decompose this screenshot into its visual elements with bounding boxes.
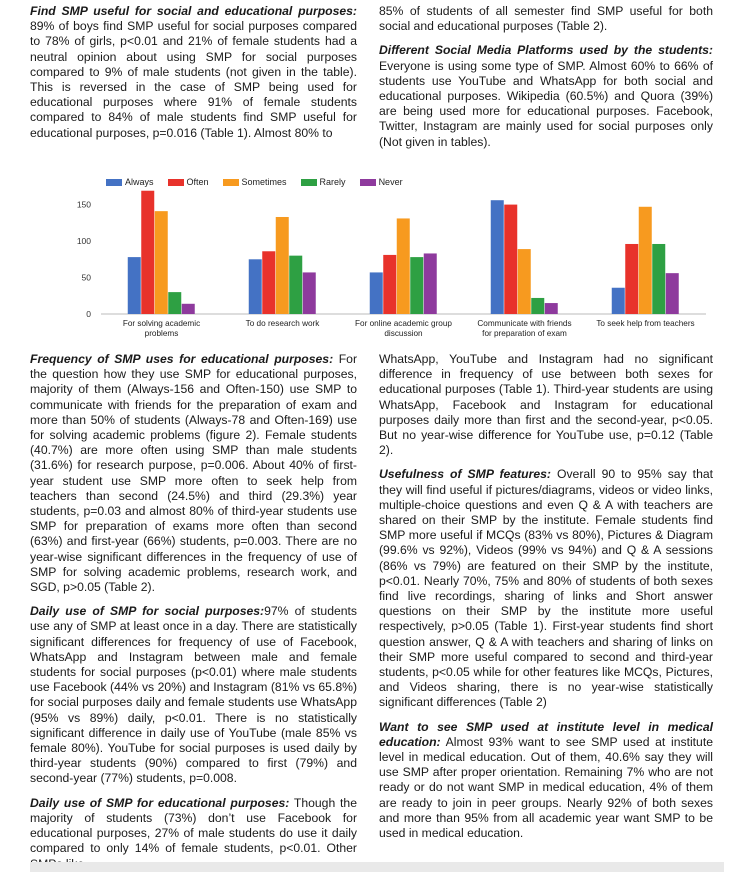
paragraph-text: 89% of boys find SMP useful for social purposes compared to 78% of girls, p<0.01 and 21% of female students had a neutral opinion about using SMP for social purposes compared to 9% of male students (not given in the table). This is reversed in the case of SMP being used for educational purposes where 91% of female students compared to 84% of male students find SMP useful for educational purposes, p=0.016 (Table 1). Almost 80% to	[30, 19, 357, 140]
bar-never	[303, 272, 316, 314]
y-tick-label: 100	[76, 236, 91, 247]
legend-label: Often	[186, 177, 209, 187]
bar-sometimes	[155, 211, 168, 314]
paragraph-text: Overall 90 to 95% say that they will find useful if pictures/diagrams, videos or video links, multiple-choice questions and even Q & A with teachers are shared on their SMP by the institute. Female students find SMP more useful if MCQs (83% vs 80%), Pictures & Diagram (99.6% vs 92%), Videos (99% vs 94%) and Q & A sessions (86% vs 79%) are featured on their SMP by the institute, p<0.01. Nearly 70%, 75% and 80% of students of both sexes find live recordings, sharing of links and Short answer questions on their SMP by the institute more useful respectively, p>0.05 (Table 1). First-year students find short question answer, Q & A with teachers and sharing of links on their SMP more useful compared to second and third-year students, p<0.05 while for other features like MCQs, Pictures, and Videos sharing, there is no year-wise statistically significant differences (Table 2)	[379, 467, 714, 710]
x-tick-label: for preparation of exam	[482, 329, 567, 338]
bar-always	[612, 288, 625, 314]
x-tick-label: For online academic group	[355, 319, 452, 328]
section-heading: Daily use of SMP for educational purposes:	[30, 795, 290, 810]
section-heading: Frequency of SMP uses for educational purposes:	[30, 352, 334, 366]
bar-always	[128, 257, 141, 314]
bar-sometimes	[518, 249, 531, 314]
bar-often	[504, 205, 517, 314]
bar-never	[545, 303, 558, 314]
legend-label: Always	[125, 177, 154, 187]
page-footer-bar	[30, 862, 724, 872]
x-tick-label: discussion	[384, 329, 423, 338]
legend-label: Sometimes	[241, 177, 287, 187]
bar-sometimes	[276, 217, 289, 314]
right-column-bottom	[379, 352, 713, 850]
paragraph-continuation: 85% of students of all semester find SMP useful for both social and educational purposes (Table 2).	[379, 4, 713, 34]
paragraph-platforms	[379, 43, 713, 149]
legend-label: Rarely	[319, 177, 346, 187]
bar-sometimes	[639, 207, 652, 314]
right-column-top	[379, 4, 713, 159]
bar-never	[424, 253, 437, 314]
bar-always	[370, 272, 383, 314]
y-tick-label: 150	[76, 199, 91, 210]
bar-rarely	[410, 257, 423, 314]
paragraph-text: Almost 93% want to see SMP used at institute level in medical education. Out of them, 40.6% say they will use SMP after proper orientation. Remaining 7% who are not ready or do not want SMP in medical education, 4% of them are ready to join in peer groups. Nearly 92% of both sexes and more than 95% from all academic year want SMP to be used in medical education.	[379, 734, 713, 841]
paragraph-text: Though the majority of students (73%) don’t use Facebook for educational purposes, 27% of male students do use it daily compared to only 14% of female students, p<0.01. Other	[30, 795, 357, 856]
paragraph-text: 97% of students use any of SMP at least once in a day. There are statistically significant differences for frequency of use of Facebook, WhatsApp and Instagram between male and female students for social purposes (p<0.01) where male students use Facebook (44% vs 20%) and Instagram (81% vs 65.8%) for social purposes daily and female students use WhatsApp (95% vs 89%) daily, p<0.01. There is no statistically significant difference in daily use of YouTube (male 85% vs female 80%). YouTube for social purposes is used daily by third-year students (90%) compared to first (79%) and second-year (77%) students, p=0.008.	[30, 604, 358, 786]
paragraph-frequency	[30, 352, 357, 595]
y-tick-label: 0	[86, 309, 91, 319]
section-heading: Different Social Media Platforms used by the students:	[379, 43, 713, 58]
bar-rarely	[531, 298, 544, 314]
paragraph-features	[379, 467, 713, 710]
bar-often	[262, 251, 275, 314]
bar-never	[182, 304, 195, 314]
bar-often	[141, 191, 154, 314]
x-tick-label: For solving academic	[122, 319, 201, 328]
bar-sometimes	[397, 218, 410, 314]
legend-label: Never	[378, 177, 403, 187]
paragraph-daily-educational	[30, 796, 357, 872]
section-heading: Daily use of SMP for social purposes:	[30, 604, 265, 619]
paragraph-continuation: WhatsApp, YouTube and Instagram had no significant difference in frequency of use between both sexes for educational purposes (Table 1). Third-year students are using WhatsApp, Facebook and Instagram for educational purposes daily more than first and the second-year, p<0.05. But no year-wise difference for YouTube use, p=0.12 (Table 2).	[379, 352, 713, 458]
chart-canvas	[66, 173, 716, 345]
bar-often	[625, 244, 638, 314]
section-heading: Find SMP useful for social and educational purposes:	[30, 4, 357, 18]
bar-never	[666, 273, 679, 314]
bar-chart	[66, 173, 716, 345]
paragraph-daily-social	[30, 604, 357, 786]
bar-rarely	[289, 256, 302, 314]
x-tick-label: To seek help from teachers	[596, 319, 695, 328]
paragraph-text: For the question how they use SMP for educational purposes, majority of them (Always-156 and Often-150) use SMP to communicate with friends for the preparation of exam and more than 50% of students (Always-78 and Often-169) use for solving academic problems (figure 2). Female students (40.7%) are more often using SMP than male students (31.6%) for research purpose, p=0.006. About 40% of first-year student use SMP more often to seek help from teachers than second (24.5%) and third (29.3%) year students, p=0.03 and almost 80% of third-year students use SMP for preparation of exams more often than second (63%) and first-year (66%) students, p=0.003. There are no year-wise significant differences in the frequency of use of SMP for solving academic problems, research work, and SGD, p>0.05 (Table 2).	[30, 352, 358, 595]
bar-rarely	[168, 292, 181, 314]
bar-always	[491, 200, 504, 314]
x-tick-label: To do research work	[245, 319, 320, 328]
x-tick-label: Communicate with friends	[477, 319, 572, 328]
section-heading: Usefulness of SMP features:	[379, 467, 551, 482]
bar-rarely	[652, 244, 665, 314]
paragraph-smp-useful	[30, 4, 357, 141]
bar-often	[383, 255, 396, 314]
y-tick-label: 50	[81, 272, 91, 283]
paragraph-institute-level	[379, 720, 713, 842]
left-column-top	[30, 4, 357, 150]
bar-always	[249, 259, 262, 314]
section-heading: Want to see SMP used at institute level in medical education:	[379, 719, 713, 749]
x-tick-label: problems	[144, 329, 179, 338]
left-column-bottom	[30, 352, 357, 881]
paragraph-text: Everyone is using some type of SMP. Almost 60% to 66% of students use YouTube and WhatsApp for both social and educational purposes. Wikipedia (60.5%) and Quora (39%) are being used more for educational purposes. Facebook, Twitter, Instagram are mainly used for social purposes only (Not given in tables).	[379, 58, 713, 149]
